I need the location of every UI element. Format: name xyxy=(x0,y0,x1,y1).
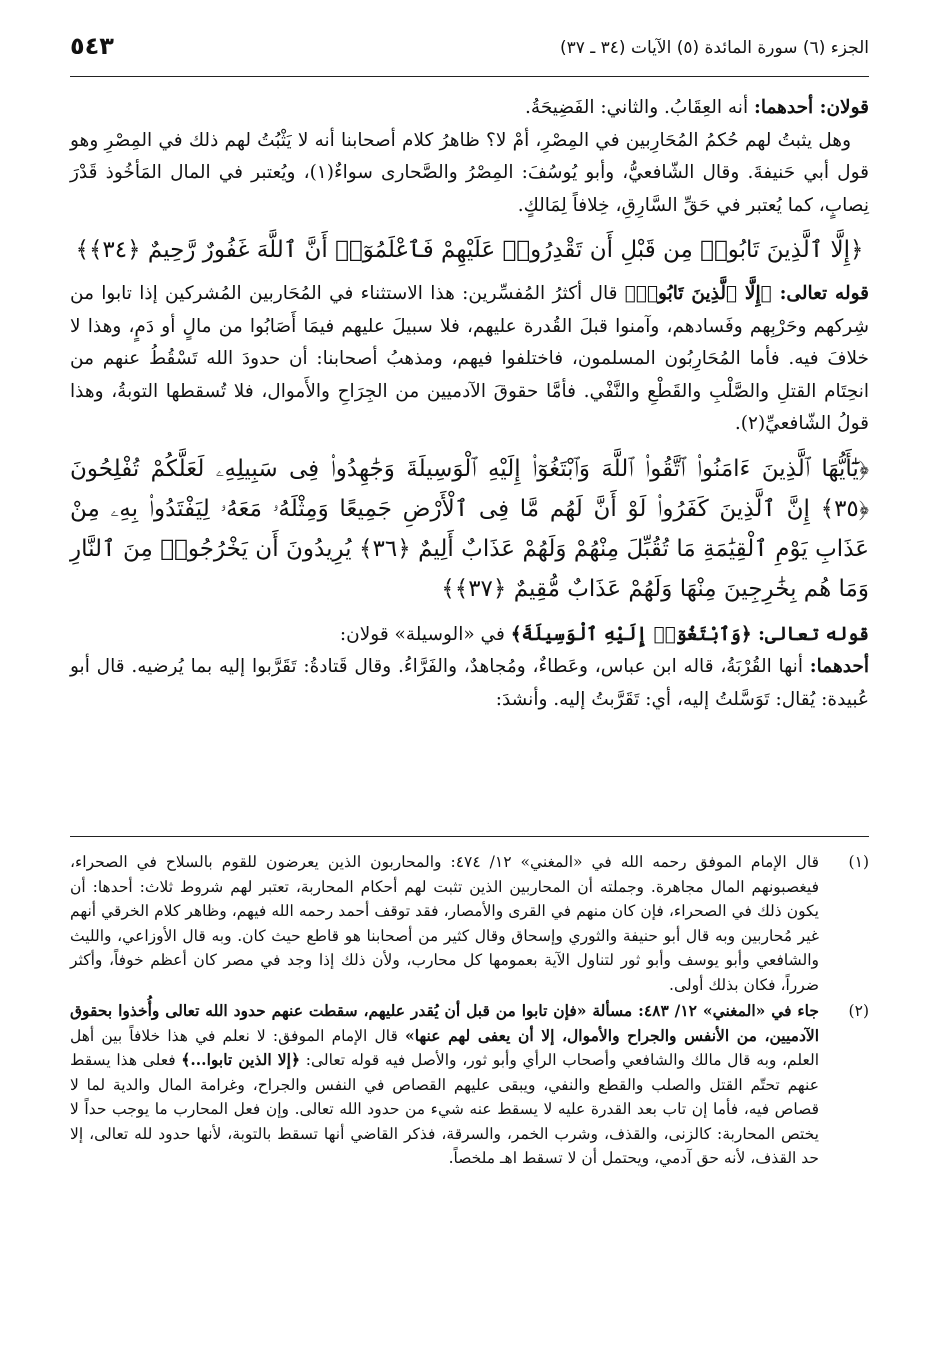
footnote-2-number: (٢) xyxy=(848,1002,869,1020)
commentary-34-lead: قوله تعالى: ﴿إِلَّا ٱلَّذِينَ تَابُوا۟﴾ xyxy=(624,283,870,304)
footnote-2 xyxy=(70,999,869,1171)
paragraph-1-text: أنه العِقَابُ. والثاني: الفَضِيحَةُ. xyxy=(525,97,754,118)
paragraph-first-saying xyxy=(70,651,869,716)
footnote-2-text-a: قال الإمام الموفق: لا نعلم في هذا خلافاً بين أهل العلم، وبه قال مالك والشافعي وأصحاب الرأي وأبو ثور، والأصل فيه قوله تعالى: xyxy=(70,1026,820,1069)
footnote-1-text: قال الإمام الموفق رحمه الله في «المغني» ١٢/ ٤٧٤: والمحاربون الذين يعرضون للقوم بالسلاح في الصحراء، فيغصبونهم المال مجاهرة. وجملته أن المحاربين الذين تثبت لهم أحكام المحاربة، تعتبر لهم شروط ثلاث: أحدها: أن يكون ذلك في الصحراء، فإن كان منهم في القرى والأمصار، فقد توقف أحمد رحمه الله فيهم، وظاهر كلام الخرقي أنهم غير مُحاربين وبه قال أبو حنيفة والثوري وإسحاق وقال كثير من أصحابنا هو قاطع حيث كان. وبه قال الأوزاعي، والليث والشافعي وأبو يوسف وأبو ثور لتناول الآية بعمومها كل محارب، ولأن ذلك إذا وجد في مصر كان أعظم خوفاً، وأكثر ضرراً، فكان بذلك أولى. xyxy=(70,853,819,994)
footnote-1-number: (١) xyxy=(848,853,869,871)
paragraph-2: وهل يثبتُ لهم حُكمُ المُحَارِبين في المِصْرِ، أمْ لا؟ ظاهرُ كلام أصحابنا أنه لا يَثْبُتُ لهم ذلك في المِصْرِ وهو قول أبي حَنيفةَ. وقال الشّافعيُّ، وأبو يُوسُفَ: المِصْرُ والصَّحارى سواءٌ(١)، ويُعتبر في المال المَأخُوذ قَدْرَ نِصابٍ، كما يُعتبر في حَقِّ السَّارِقِ، خِلافاً لِمَالكٍ. xyxy=(70,129,869,216)
footnote-rule xyxy=(70,836,869,837)
paragraph-commentary-34 xyxy=(70,278,869,441)
first-saying-lead: أحدهما: xyxy=(809,656,869,677)
verses-35-37: ﴿يَٰٓأَيُّهَا ٱلَّذِينَ ءَامَنُوا۟ ٱتَّقُوا۟ ٱللَّهَ وَٱبْتَغُوٓا۟ إِلَيْهِ ٱلْوَسِيلَةَ وَجَٰهِدُوا۟ فِى سَبِيلِهِۦ لَعَلَّكُمْ تُفْلِحُونَ ﴿٣٥﴾ إِنَّ ٱلَّذِينَ كَفَرُوا۟ لَوْ أَنَّ لَهُم مَّا فِى ٱلْأَرْضِ جَمِيعًا وَمِثْلَهُۥ مَعَهُۥ لِيَفْتَدُوا۟ بِهِۦ مِنْ عَذَابِ يَوْمِ ٱلْقِيَٰمَةِ مَا تُقُبِّلَ مِنْهُمْ وَلَهُمْ عَذَابٌ أَلِيمٌ ﴿٣٦﴾ يُرِيدُونَ أَن يَخْرُجُوا۟ مِنَ ٱلنَّارِ وَمَا هُم بِخَٰرِجِينَ مِنْهَا وَلَهُمْ عَذَابٌ مُّقِيمٌ ﴿٣٧﴾﴾ xyxy=(70,455,869,602)
header-title: الجزء (٦) سورة المائدة (٥) الآيات (٣٤ ـ ٣٧) xyxy=(559,38,869,58)
running-header xyxy=(70,30,869,70)
wasila-lead: قوله تعالى: ﴿وَٱبْتَغُوٓا۟ إِلَيْهِ ٱلْوَسِيلَةَ﴾ xyxy=(510,623,869,645)
wasila-text: في «الوسيلة» قولان: xyxy=(339,623,511,645)
paragraph-wasila xyxy=(70,619,869,652)
footnotes xyxy=(70,850,869,1173)
header-rule xyxy=(70,76,869,77)
footnote-1 xyxy=(70,850,869,997)
paragraph-1-lead: قولان: أحدهما: xyxy=(753,97,869,118)
verse-34: ﴿إِلَّا ٱلَّذِينَ تَابُوا۟ مِن قَبْلِ أَن تَقْدِرُوا۟ عَلَيْهِمْ فَٱعْلَمُوٓا۟ أَنَّ ٱللَّهَ غَفُورٌ رَّحِيمٌ ﴿٣٤﴾﴾ xyxy=(75,237,864,263)
page-number: ٥٤٣ xyxy=(70,32,114,60)
first-saying-text: أنها القُرْبَةُ، قاله ابن عباس، وعَطاءٌ، ومُجاهدٌ، والفَرَّاءُ. وقال قَتادةُ: تَقَرَّبوا إليه بما يُرضيه. قال أبو عُبيدة: يُقال: تَوَسَّلتُ إليه، أي: تَقَرَّبتُ إليه. وأنشدَ: xyxy=(70,656,869,710)
footnote-2-text-b: فعلى هذا يسقط عنهم تحتّم القتل والصلب والقطع والنفي، ويبقى عليهم القصاص في النفس والجراح، وغرامة المال والدية لما لا قصاص فيه، فأما إن تاب بعد القدرة عليه لا يسقط عنه شيء من حدود الله تعالى. وإن فعل المحارب ما يوجب حداً لا يختص المحاربة: كالزنى، والقذف، وشرب الخمر، والسرقة، فذكر القاضي أنها تسقط بالتوبة، لأنها حدود لله تعالى، إلا حد القذف، لأنه حق آدمي، ويحتمل أن لا تسقط اهـ ملخصاً. xyxy=(70,1051,819,1167)
main-text xyxy=(70,92,869,716)
footnote-2-verse: ﴿إلا الذين تابوا...﴾ xyxy=(181,1050,301,1069)
footnote-2-quote: جاء في «المغني» ١٢/ ٤٨٣: مسألة «فإن تابوا من قبل أن يُقدر عليهم، سقطت عنهم حدود الله تعالى وأُخذوا بحقوق الآدميين، من الأنفس والجراح والأموال، إلا أن يعفى لهم عنها» xyxy=(70,1001,819,1045)
paragraph-1 xyxy=(70,92,869,125)
commentary-34-text: قال أكثرُ المُفسِّرين: هذا الاستثناء في المُحَاربين المُشركين إذا تابوا من شِركهم وحَرْبِهم وفَسادهم، وآمنوا قبلَ القُدرة عليهم، فلا سبيلَ عليهم فيمَا أَصَابُوا من مالٍ أو دَمٍ، وهذا لا خلافَ فيه. فأما المُحَارِبُون المسلمون، فاختلفوا فيهم، ومذهبُ أصحابنا: أن حدودَ الله تَسْقُطُ عنهم من انحِتَام القتلِ والصَّلْبِ والقَطْعِ والنَّفْي. فأمَّا حقوقَ الآدميين من الجِرَاحِ والأَموال، فلا تُسقطها التوبةُ، وهذا قولُ الشّافعيِّ(٢). xyxy=(70,283,869,434)
